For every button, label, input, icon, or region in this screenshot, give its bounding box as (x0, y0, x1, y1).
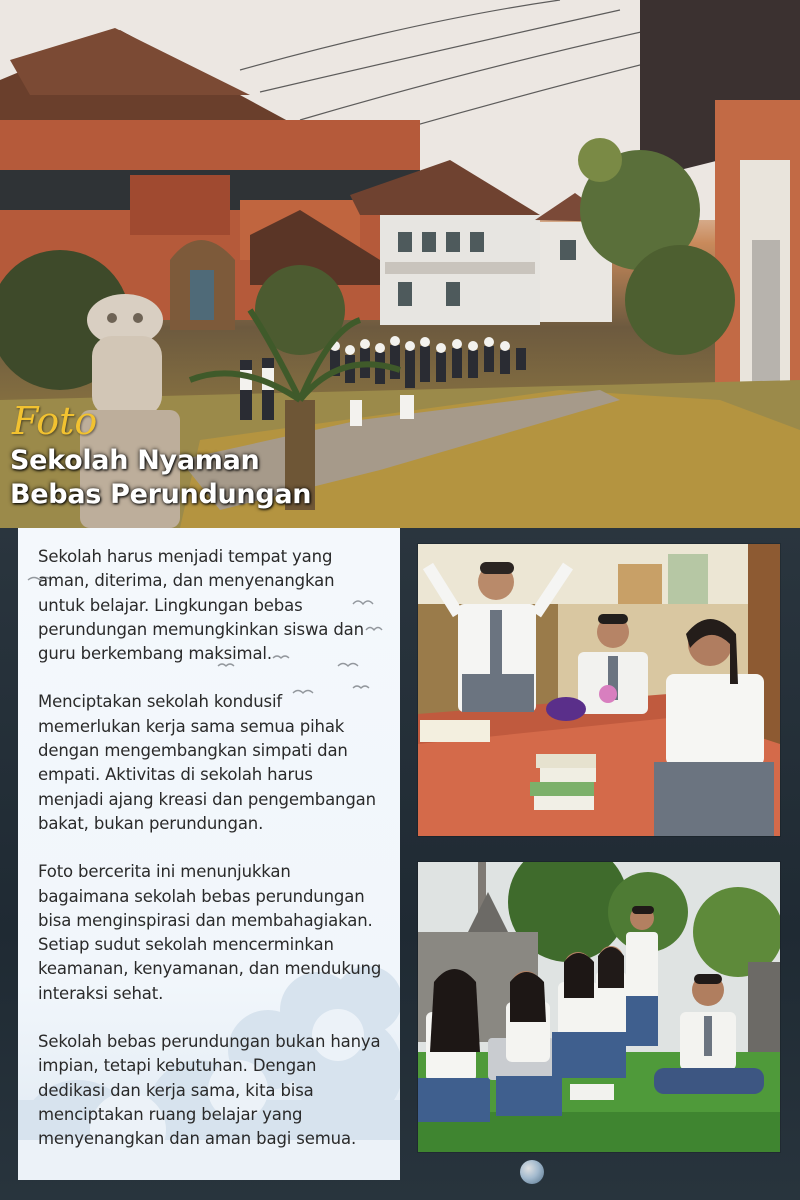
decorative-bubble (520, 1160, 544, 1184)
article-paragraph-1: Sekolah harus menjadi tempat yang aman, diterima, dan menyenangkan untuk belajar. Lingkungan bebas perundungan memungkinkan siswa dan guru berkembang maksimal. (38, 547, 364, 664)
hero-title-line-1: Sekolah Nyaman (10, 445, 260, 476)
hero-photo (0, 0, 800, 528)
outdoor-students-photo (418, 862, 780, 1152)
article-paragraph-3: Foto bercerita ini menunjukkan bagaimana sekolah bebas perundungan bisa menginspirasi dan membahagiakan. Setiap sudut sekolah mencerminkan keamanan, kenyamanan, dan mendukung interaksi sehat. (38, 862, 382, 1003)
outdoor-scene (418, 862, 780, 1152)
classroom-scene (418, 544, 780, 836)
hero-caption (10, 399, 312, 512)
content-section (0, 528, 800, 1200)
classroom-photo (418, 544, 780, 836)
article-paragraph-2: Menciptakan sekolah kondusif memerlukan kerja sama semua pihak dengan mengembangkan simpati dan empati. Aktivitas di sekolah harus menjadi ajang kreasi dan pengembangan bakat, bukan perundungan. (38, 692, 376, 833)
article-paragraph-4: Sekolah bebas perundungan bukan hanya impian, tetapi kebutuhan. Dengan dedikasi dan kerja sama, kita bisa menciptakan ruang belajar yang menyenangkan dan aman bagi semua. (38, 1032, 381, 1149)
foto-label: Foto (12, 399, 98, 443)
article-panel (18, 528, 400, 1180)
hero-title-line-2: Bebas Perundungan (10, 479, 312, 510)
